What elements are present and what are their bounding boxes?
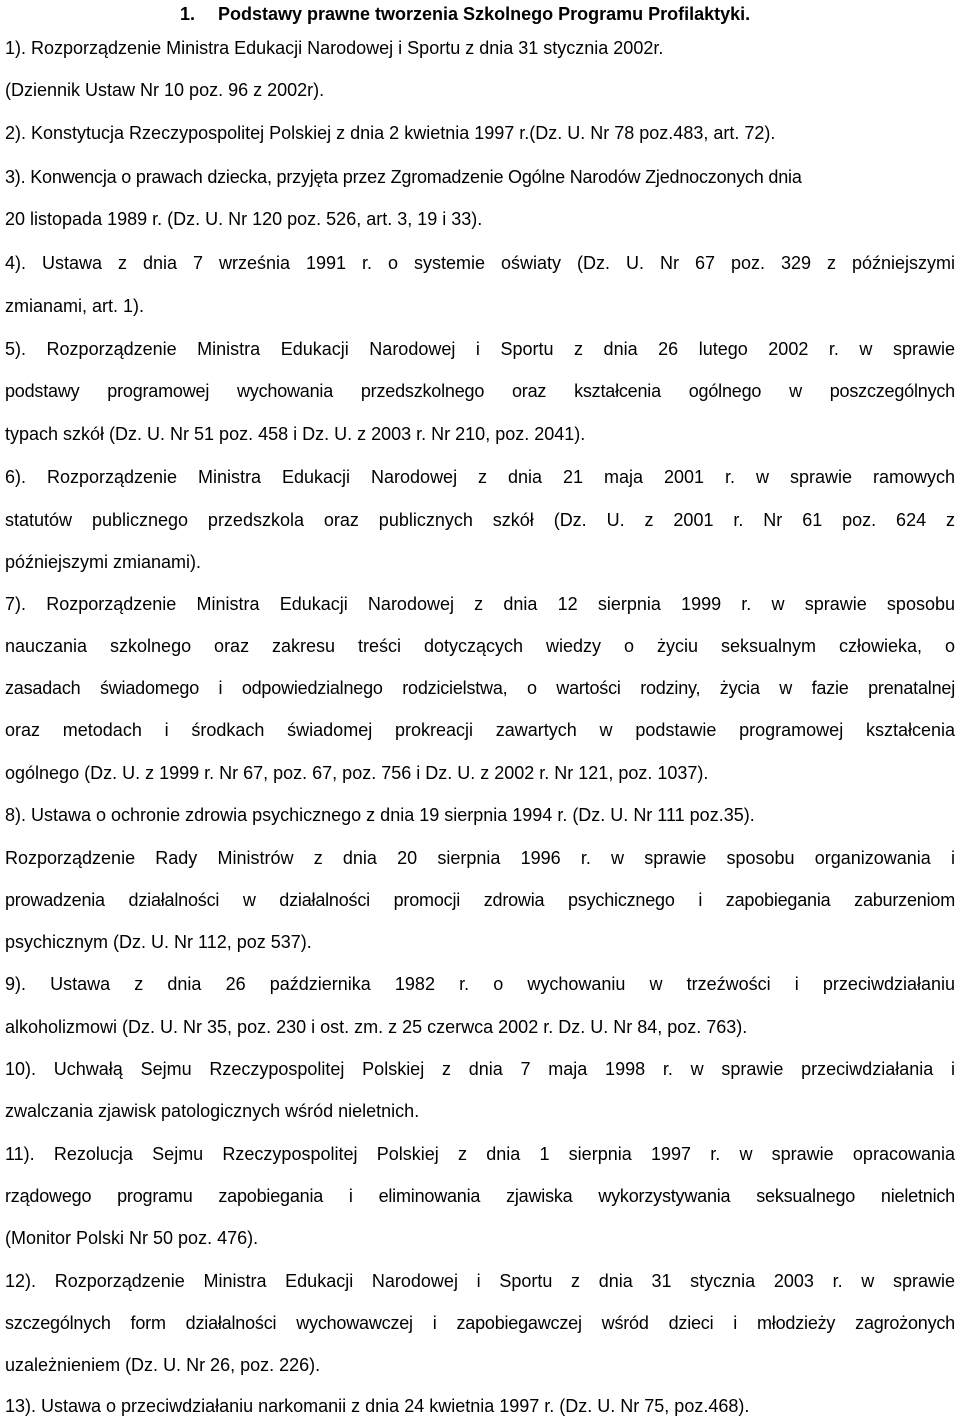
text-line: prowadzenia działalności w działalności promocji zdrowia psychicznego i zapobiegania zaburzeniom [5, 890, 955, 910]
text-line: 9). Ustawa z dnia 26 października 1982 r. o wychowaniu w trzeźwości i przeciwdziałaniu [5, 974, 955, 994]
text-line: zasadach świadomego i odpowiedzialnego rodzicielstwa, o wartości rodziny, życia w fazie prenatalnej [5, 678, 955, 698]
text-line: alkoholizmowi (Dz. U. Nr 35, poz. 230 i ost. zm. z 25 czerwca 2002 r. Dz. U. Nr 84, poz. 763). [5, 1017, 748, 1037]
text-line: 10). Uchwałą Sejmu Rzeczypospolitej Polskiej z dnia 7 maja 1998 r. w sprawie przeciwdziałania i [5, 1059, 955, 1079]
section-heading [180, 0, 750, 28]
text-line: (Dziennik Ustaw Nr 10 poz. 96 z 2002r). [5, 80, 325, 100]
text-line: ogólnego (Dz. U. z 1999 r. Nr 67, poz. 67, poz. 756 i Dz. U. z 2002 r. Nr 121, poz. 1037). [5, 763, 709, 783]
text-line: rządowego programu zapobiegania i eliminowania zjawiska wykorzystywania seksualnego nieletnich [5, 1186, 955, 1206]
text-line: statutów publicznego przedszkola oraz publicznych szkół (Dz. U. z 2001 r. Nr 61 poz. 624 z [5, 510, 955, 530]
text-line: podstawy programowej wychowania przedszkolnego oraz kształcenia ogólnego w poszczególnych [5, 381, 955, 401]
text-line: (Monitor Polski Nr 50 poz. 476). [5, 1228, 259, 1248]
text-line: 7). Rozporządzenie Ministra Edukacji Narodowej z dnia 12 sierpnia 1999 r. w sprawie sposobu [5, 594, 955, 614]
text-line: późniejszymi zmianami). [5, 552, 202, 572]
text-line: 5). Rozporządzenie Ministra Edukacji Narodowej i Sportu z dnia 26 lutego 2002 r. w sprawie [5, 339, 955, 359]
text-line: 13). Ustawa o przeciwdziałaniu narkomanii z dnia 24 kwietnia 1997 r. (Dz. U. Nr 75, poz.468). [5, 1396, 750, 1416]
text-line: 8). Ustawa o ochronie zdrowia psychicznego z dnia 19 sierpnia 1994 r. (Dz. U. Nr 111 poz.35). [5, 805, 755, 825]
heading-number: 1. [180, 4, 196, 24]
text-line: oraz metodach i środkach świadomej prokreacji zawartych w podstawie programowej kształcenia [5, 720, 955, 740]
text-line: nauczania szkolnego oraz zakresu treści dotyczących wiedzy o życiu seksualnym człowieka, o [5, 636, 955, 656]
text-line: 2). Konstytucja Rzeczypospolitej Polskiej z dnia 2 kwietnia 1997 r.(Dz. U. Nr 78 poz.483, art. 72). [5, 123, 776, 143]
text-line: 11). Rezolucja Sejmu Rzeczypospolitej Polskiej z dnia 1 sierpnia 1997 r. w sprawie opracowania [5, 1144, 955, 1164]
text-line: 4). Ustawa z dnia 7 września 1991 r. o systemie oświaty (Dz. U. Nr 67 poz. 329 z późniejszymi [5, 253, 955, 273]
heading-title: Podstawy prawne tworzenia Szkolnego Programu Profilaktyki. [218, 4, 751, 24]
text-line: 20 listopada 1989 r. (Dz. U. Nr 120 poz. 526, art. 3, 19 i 33). [5, 209, 483, 229]
text-line: zwalczania zjawisk patologicznych wśród nieletnich. [5, 1101, 420, 1121]
text-line: 12). Rozporządzenie Ministra Edukacji Narodowej i Sportu z dnia 31 stycznia 2003 r. w sprawie [5, 1271, 955, 1291]
text-line: uzależnieniem (Dz. U. Nr 26, poz. 226). [5, 1355, 321, 1375]
text-line: szczególnych form działalności wychowawczej i zapobiegawczej wśród dzieci i młodzieży zagrożonych [5, 1313, 955, 1333]
text-line: psychicznym (Dz. U. Nr 112, poz 537). [5, 932, 312, 952]
text-line: Rozporządzenie Rady Ministrów z dnia 20 sierpnia 1996 r. w sprawie sposobu organizowania i [5, 848, 955, 868]
text-line: 3). Konwencja o prawach dziecka, przyjęta przez Zgromadzenie Ogólne Narodów Zjednoczonych dnia [5, 167, 802, 187]
text-line: typach szkół (Dz. U. Nr 51 poz. 458 i Dz. U. z 2003 r. Nr 210, poz. 2041). [5, 424, 586, 444]
text-line: zmianami, art. 1). [5, 296, 145, 316]
text-line: 1). Rozporządzenie Ministra Edukacji Narodowej i Sportu z dnia 31 stycznia 2002r. [5, 38, 664, 58]
text-line: 6). Rozporządzenie Ministra Edukacji Narodowej z dnia 21 maja 2001 r. w sprawie ramowych [5, 467, 955, 487]
